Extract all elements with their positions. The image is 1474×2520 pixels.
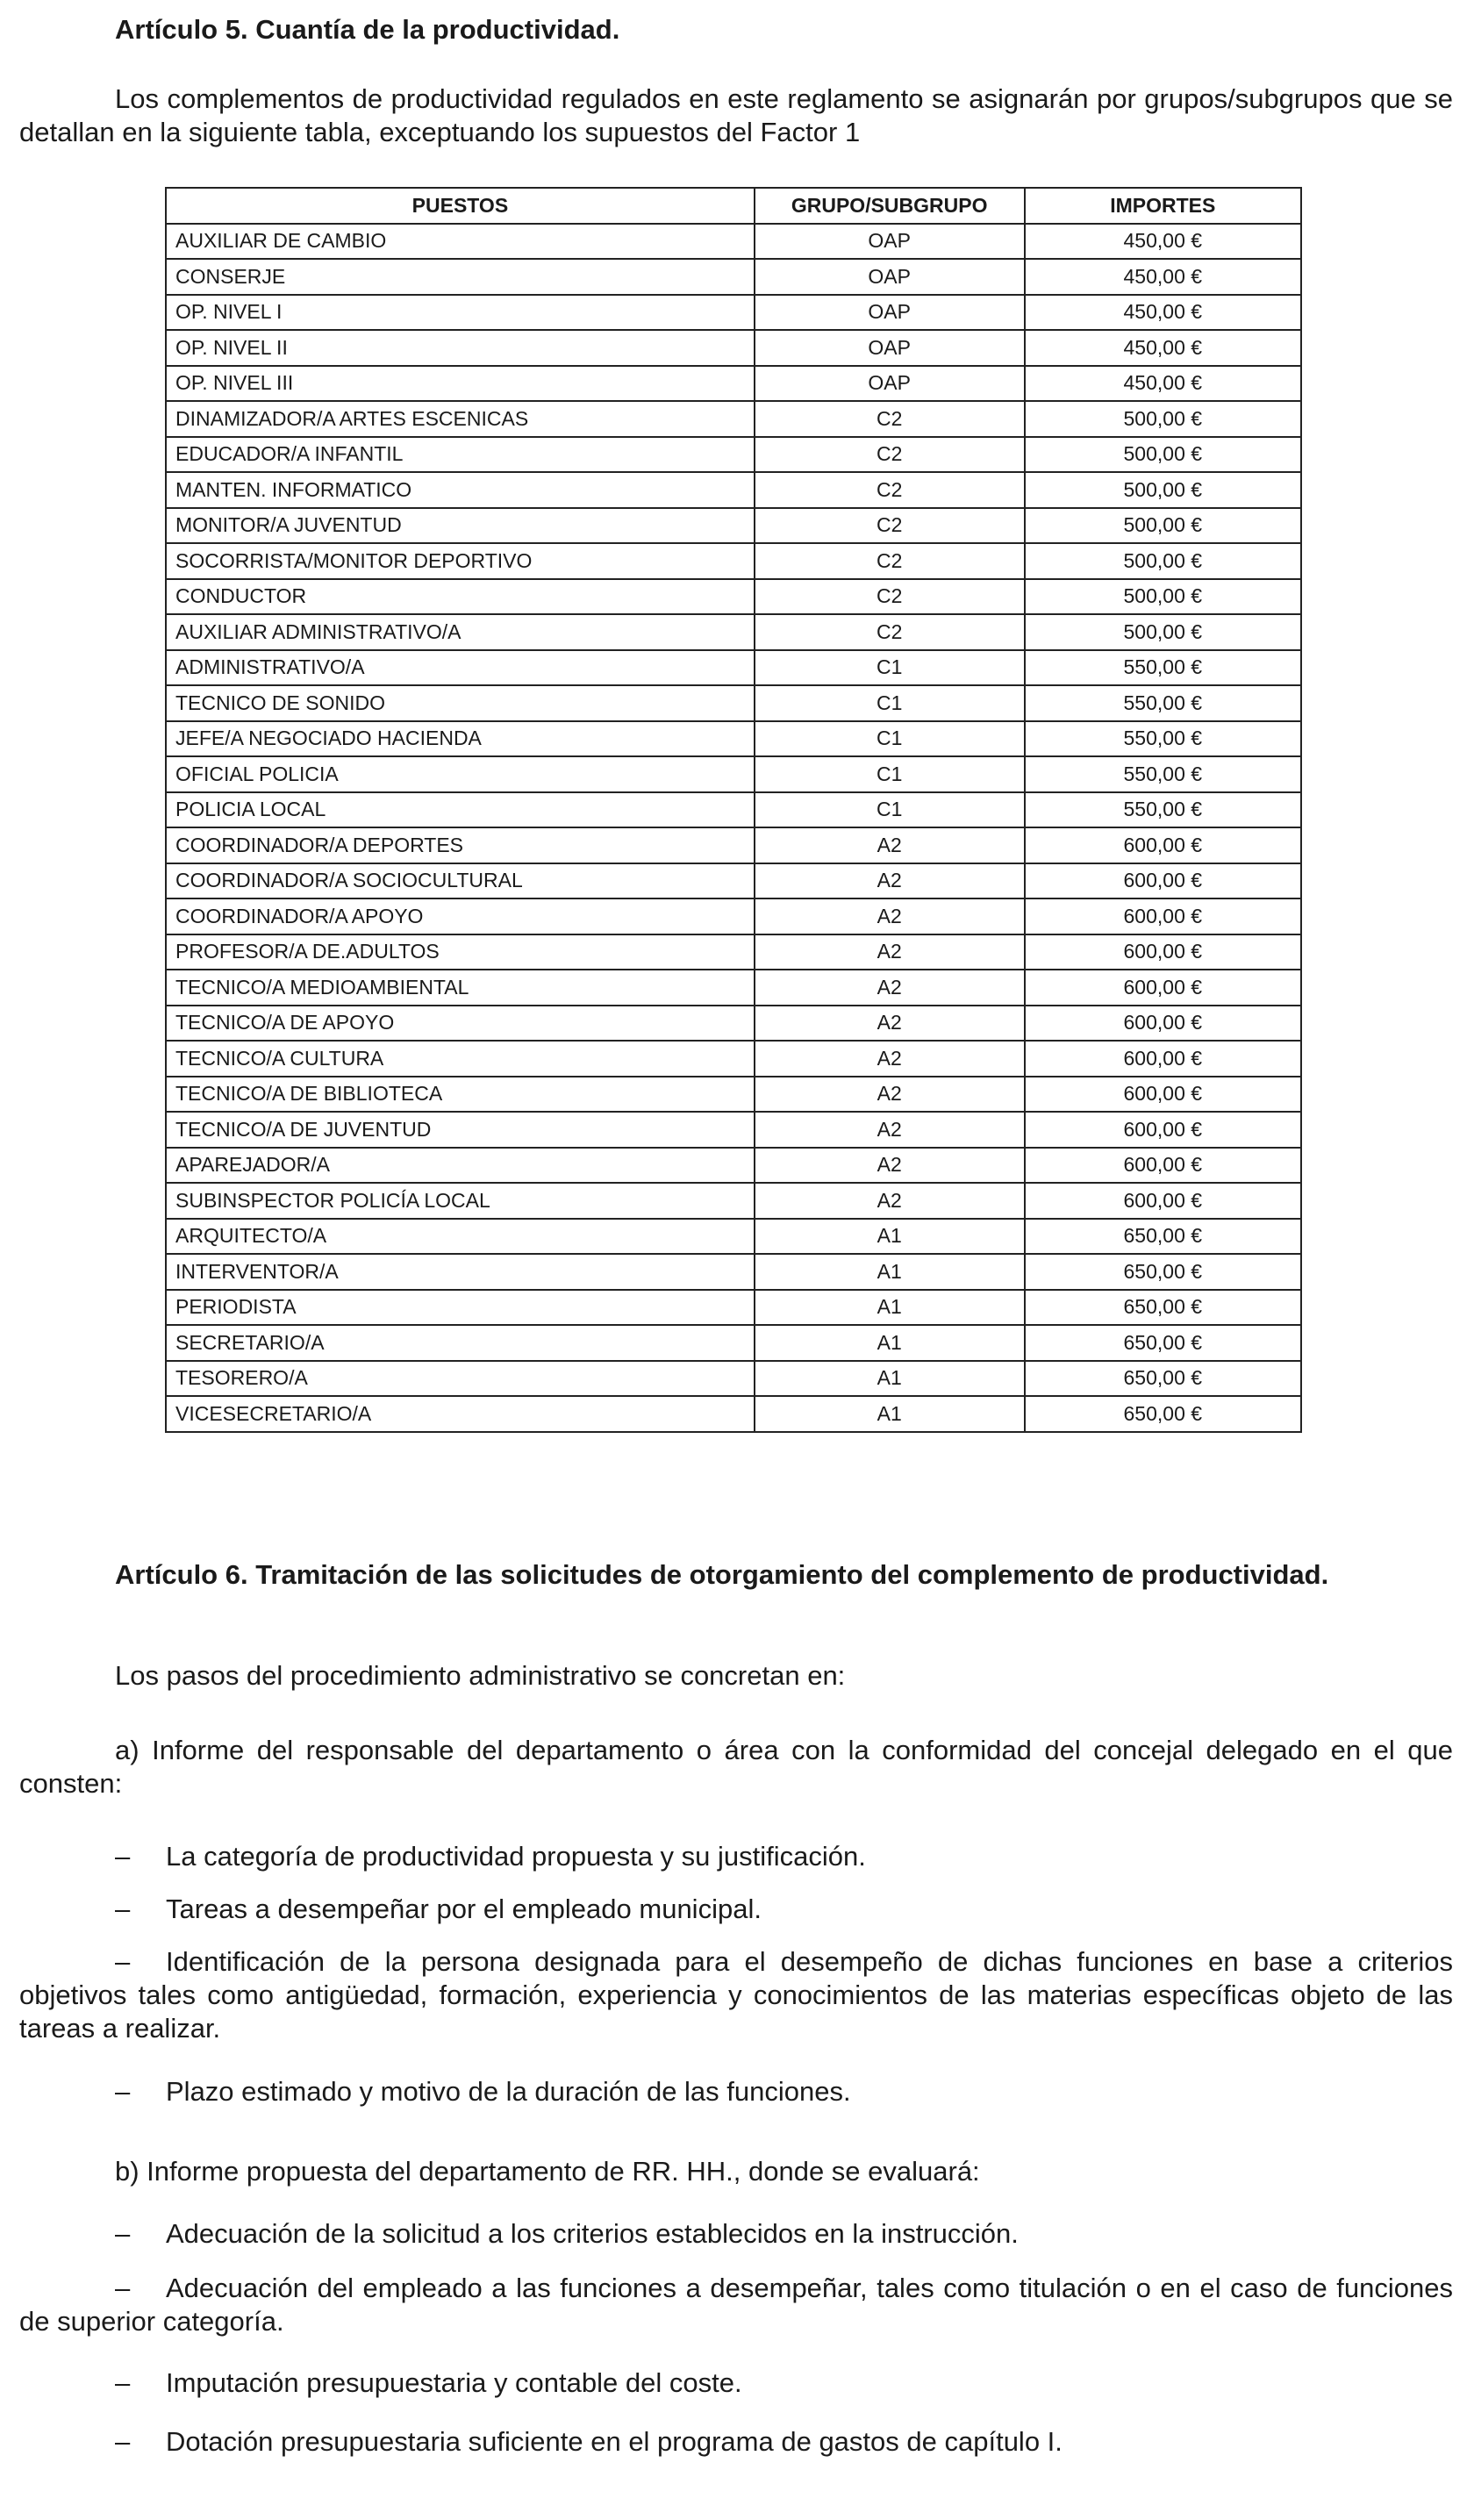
grupo-cell: A2 bbox=[755, 1112, 1025, 1148]
table-row bbox=[166, 756, 1301, 792]
header-puestos: PUESTOS bbox=[166, 188, 755, 224]
table-row bbox=[166, 1290, 1301, 1326]
dash-bullet: – bbox=[115, 1841, 131, 1872]
puesto-cell: APAREJADOR/A bbox=[166, 1148, 755, 1184]
article-5-title: Artículo 5. Cuantía de la productividad. bbox=[115, 14, 620, 45]
importe-cell: 650,00 € bbox=[1025, 1254, 1301, 1290]
grupo-cell: A1 bbox=[755, 1219, 1025, 1255]
grupo-cell: A2 bbox=[755, 827, 1025, 863]
list-item-text: La categoría de productividad propuesta y su justificación. bbox=[166, 1841, 866, 1872]
productivity-table bbox=[165, 187, 1302, 1433]
puesto-cell: COORDINADOR/A DEPORTES bbox=[166, 827, 755, 863]
grupo-cell: C2 bbox=[755, 579, 1025, 615]
section-a: a) Informe del responsable del departamento o área con la conformidad del concejal delegado en el que consten: bbox=[19, 1735, 1453, 1799]
table-row bbox=[166, 934, 1301, 970]
grupo-cell: A2 bbox=[755, 1041, 1025, 1077]
table-row bbox=[166, 863, 1301, 899]
puesto-cell: CONSERJE bbox=[166, 259, 755, 295]
puesto-cell: INTERVENTOR/A bbox=[166, 1254, 755, 1290]
table-row bbox=[166, 614, 1301, 650]
table-row bbox=[166, 1325, 1301, 1361]
table-row bbox=[166, 224, 1301, 260]
grupo-cell: OAP bbox=[755, 366, 1025, 402]
section-b: b) Informe propuesta del departamento de RR. HH., donde se evaluará: bbox=[115, 2156, 980, 2187]
table-row bbox=[166, 898, 1301, 934]
dash-bullet: – bbox=[115, 2426, 131, 2457]
table-row bbox=[166, 401, 1301, 437]
importe-cell: 600,00 € bbox=[1025, 863, 1301, 899]
importe-cell: 600,00 € bbox=[1025, 1112, 1301, 1148]
table-row bbox=[166, 1396, 1301, 1432]
importe-cell: 600,00 € bbox=[1025, 1183, 1301, 1219]
grupo-cell: A1 bbox=[755, 1361, 1025, 1397]
list-item bbox=[19, 1840, 1453, 1873]
importe-cell: 550,00 € bbox=[1025, 685, 1301, 721]
grupo-cell: C2 bbox=[755, 614, 1025, 650]
importe-cell: 550,00 € bbox=[1025, 650, 1301, 686]
table-row bbox=[166, 472, 1301, 508]
importe-cell: 550,00 € bbox=[1025, 792, 1301, 828]
importe-cell: 650,00 € bbox=[1025, 1290, 1301, 1326]
importe-cell: 600,00 € bbox=[1025, 1148, 1301, 1184]
table-row bbox=[166, 579, 1301, 615]
list-item-text: Identificación de la persona designada para el desempeño de dichas funciones en base a criterios objetivos tales como antigüedad, formación, experiencia y conocimientos de las materias específicas objeto de las tareas a realizar. bbox=[19, 1946, 1453, 2044]
list-item-text: Adecuación de la solicitud a los criterios establecidos en la instrucción. bbox=[166, 2218, 1019, 2249]
puesto-cell: COORDINADOR/A SOCIOCULTURAL bbox=[166, 863, 755, 899]
grupo-cell: A2 bbox=[755, 1077, 1025, 1113]
puesto-cell: EDUCADOR/A INFANTIL bbox=[166, 437, 755, 473]
grupo-cell: OAP bbox=[755, 295, 1025, 331]
puesto-cell: SECRETARIO/A bbox=[166, 1325, 755, 1361]
article-6-title: Artículo 6. Tramitación de las solicitudes de otorgamiento del complemento de productividad. bbox=[115, 1559, 1329, 1590]
importe-cell: 500,00 € bbox=[1025, 579, 1301, 615]
grupo-cell: OAP bbox=[755, 224, 1025, 260]
grupo-cell: A2 bbox=[755, 934, 1025, 970]
puesto-cell: TECNICO/A CULTURA bbox=[166, 1041, 755, 1077]
table-row bbox=[166, 437, 1301, 473]
header-grupo: GRUPO/SUBGRUPO bbox=[755, 188, 1025, 224]
grupo-cell: A1 bbox=[755, 1325, 1025, 1361]
list-item bbox=[19, 1893, 1453, 1926]
grupo-cell: A1 bbox=[755, 1254, 1025, 1290]
puesto-cell: DINAMIZADOR/A ARTES ESCENICAS bbox=[166, 401, 755, 437]
importe-cell: 450,00 € bbox=[1025, 259, 1301, 295]
puesto-cell: JEFE/A NEGOCIADO HACIENDA bbox=[166, 721, 755, 757]
puesto-cell: MANTEN. INFORMATICO bbox=[166, 472, 755, 508]
grupo-cell: A2 bbox=[755, 863, 1025, 899]
table-row bbox=[166, 827, 1301, 863]
article-6-intro: Los pasos del procedimiento administrativo se concretan en: bbox=[115, 1660, 846, 1691]
importe-cell: 600,00 € bbox=[1025, 898, 1301, 934]
importe-cell: 450,00 € bbox=[1025, 295, 1301, 331]
table-row bbox=[166, 543, 1301, 579]
table-row bbox=[166, 1254, 1301, 1290]
article-5-paragraph: Los complementos de productividad regulados en este reglamento se asignarán por grupos/subgrupos que se detallan en la siguiente tabla, exceptuando los supuestos del Factor 1 bbox=[19, 83, 1453, 147]
puesto-cell: TECNICO/A DE JUVENTUD bbox=[166, 1112, 755, 1148]
importe-cell: 500,00 € bbox=[1025, 614, 1301, 650]
puesto-cell: ARQUITECTO/A bbox=[166, 1219, 755, 1255]
table-row bbox=[166, 508, 1301, 544]
puesto-cell: ADMINISTRATIVO/A bbox=[166, 650, 755, 686]
puesto-cell: SUBINSPECTOR POLICÍA LOCAL bbox=[166, 1183, 755, 1219]
dash-bullet: – bbox=[115, 1946, 131, 1977]
table-row bbox=[166, 1361, 1301, 1397]
grupo-cell: A1 bbox=[755, 1396, 1025, 1432]
importe-cell: 450,00 € bbox=[1025, 224, 1301, 260]
grupo-cell: C2 bbox=[755, 472, 1025, 508]
importe-cell: 600,00 € bbox=[1025, 1041, 1301, 1077]
importe-cell: 450,00 € bbox=[1025, 330, 1301, 366]
puesto-cell: TECNICO/A MEDIOAMBIENTAL bbox=[166, 970, 755, 1006]
grupo-cell: A2 bbox=[755, 970, 1025, 1006]
list-item bbox=[19, 1945, 1453, 2045]
grupo-cell: C2 bbox=[755, 401, 1025, 437]
importe-cell: 600,00 € bbox=[1025, 970, 1301, 1006]
dash-bullet: – bbox=[115, 2367, 131, 2398]
list-item-text: Tareas a desempeñar por el empleado municipal. bbox=[166, 1894, 762, 1924]
puesto-cell: CONDUCTOR bbox=[166, 579, 755, 615]
list-item-text: Plazo estimado y motivo de la duración de las funciones. bbox=[166, 2076, 851, 2107]
table-row bbox=[166, 1219, 1301, 1255]
table-row bbox=[166, 1077, 1301, 1113]
puesto-cell: MONITOR/A JUVENTUD bbox=[166, 508, 755, 544]
puesto-cell: OP. NIVEL III bbox=[166, 366, 755, 402]
grupo-cell: OAP bbox=[755, 330, 1025, 366]
grupo-cell: A2 bbox=[755, 1148, 1025, 1184]
dash-bullet: – bbox=[115, 2273, 131, 2303]
list-item bbox=[19, 2366, 1453, 2400]
importe-cell: 550,00 € bbox=[1025, 756, 1301, 792]
grupo-cell: C2 bbox=[755, 437, 1025, 473]
grupo-cell: C1 bbox=[755, 792, 1025, 828]
puesto-cell: TECNICO/A DE APOYO bbox=[166, 1006, 755, 1042]
puesto-cell: TECNICO/A DE BIBLIOTECA bbox=[166, 1077, 755, 1113]
list-item-text: Imputación presupuestaria y contable del coste. bbox=[166, 2367, 742, 2398]
list-item bbox=[19, 2425, 1453, 2459]
puesto-cell: AUXILIAR ADMINISTRATIVO/A bbox=[166, 614, 755, 650]
list-item-text: Adecuación del empleado a las funciones a desempeñar, tales como titulación o en el caso de funciones de superior categoría. bbox=[19, 2273, 1453, 2337]
header-importes: IMPORTES bbox=[1025, 188, 1301, 224]
puesto-cell: SOCORRISTA/MONITOR DEPORTIVO bbox=[166, 543, 755, 579]
puesto-cell: TECNICO DE SONIDO bbox=[166, 685, 755, 721]
puesto-cell: AUXILIAR DE CAMBIO bbox=[166, 224, 755, 260]
importe-cell: 650,00 € bbox=[1025, 1396, 1301, 1432]
table-row bbox=[166, 1183, 1301, 1219]
grupo-cell: A2 bbox=[755, 898, 1025, 934]
puesto-cell: OP. NIVEL I bbox=[166, 295, 755, 331]
list-item-text: Dotación presupuestaria suficiente en el programa de gastos de capítulo I. bbox=[166, 2426, 1063, 2457]
grupo-cell: A2 bbox=[755, 1006, 1025, 1042]
grupo-cell: C2 bbox=[755, 508, 1025, 544]
importe-cell: 600,00 € bbox=[1025, 1077, 1301, 1113]
list-item bbox=[19, 2075, 1453, 2108]
puesto-cell: OP. NIVEL II bbox=[166, 330, 755, 366]
table-row bbox=[166, 650, 1301, 686]
puesto-cell: POLICIA LOCAL bbox=[166, 792, 755, 828]
puesto-cell: PERIODISTA bbox=[166, 1290, 755, 1326]
table-row bbox=[166, 792, 1301, 828]
table-row bbox=[166, 259, 1301, 295]
importe-cell: 600,00 € bbox=[1025, 934, 1301, 970]
list-item bbox=[19, 2217, 1453, 2251]
importe-cell: 650,00 € bbox=[1025, 1325, 1301, 1361]
importe-cell: 650,00 € bbox=[1025, 1219, 1301, 1255]
importe-cell: 450,00 € bbox=[1025, 366, 1301, 402]
puesto-cell: VICESECRETARIO/A bbox=[166, 1396, 755, 1432]
dash-bullet: – bbox=[115, 2076, 131, 2107]
table-row bbox=[166, 366, 1301, 402]
puesto-cell: OFICIAL POLICIA bbox=[166, 756, 755, 792]
grupo-cell: OAP bbox=[755, 259, 1025, 295]
importe-cell: 500,00 € bbox=[1025, 508, 1301, 544]
table-row bbox=[166, 295, 1301, 331]
table-header-row bbox=[166, 188, 1301, 224]
dash-bullet: – bbox=[115, 1894, 131, 1924]
importe-cell: 500,00 € bbox=[1025, 437, 1301, 473]
importe-cell: 600,00 € bbox=[1025, 827, 1301, 863]
grupo-cell: A2 bbox=[755, 1183, 1025, 1219]
grupo-cell: C1 bbox=[755, 756, 1025, 792]
grupo-cell: C1 bbox=[755, 650, 1025, 686]
grupo-cell: A1 bbox=[755, 1290, 1025, 1326]
table-row bbox=[166, 1148, 1301, 1184]
table-row bbox=[166, 721, 1301, 757]
importe-cell: 550,00 € bbox=[1025, 721, 1301, 757]
table-row bbox=[166, 970, 1301, 1006]
table-row bbox=[166, 330, 1301, 366]
table-row bbox=[166, 1006, 1301, 1042]
grupo-cell: C1 bbox=[755, 721, 1025, 757]
table-row bbox=[166, 1041, 1301, 1077]
importe-cell: 650,00 € bbox=[1025, 1361, 1301, 1397]
list-item bbox=[19, 2272, 1453, 2338]
grupo-cell: C1 bbox=[755, 685, 1025, 721]
importe-cell: 500,00 € bbox=[1025, 472, 1301, 508]
grupo-cell: C2 bbox=[755, 543, 1025, 579]
table-row bbox=[166, 685, 1301, 721]
puesto-cell: TESORERO/A bbox=[166, 1361, 755, 1397]
importe-cell: 500,00 € bbox=[1025, 401, 1301, 437]
importe-cell: 600,00 € bbox=[1025, 1006, 1301, 1042]
dash-bullet: – bbox=[115, 2218, 131, 2249]
puesto-cell: COORDINADOR/A APOYO bbox=[166, 898, 755, 934]
table-row bbox=[166, 1112, 1301, 1148]
puesto-cell: PROFESOR/A DE.ADULTOS bbox=[166, 934, 755, 970]
importe-cell: 500,00 € bbox=[1025, 543, 1301, 579]
